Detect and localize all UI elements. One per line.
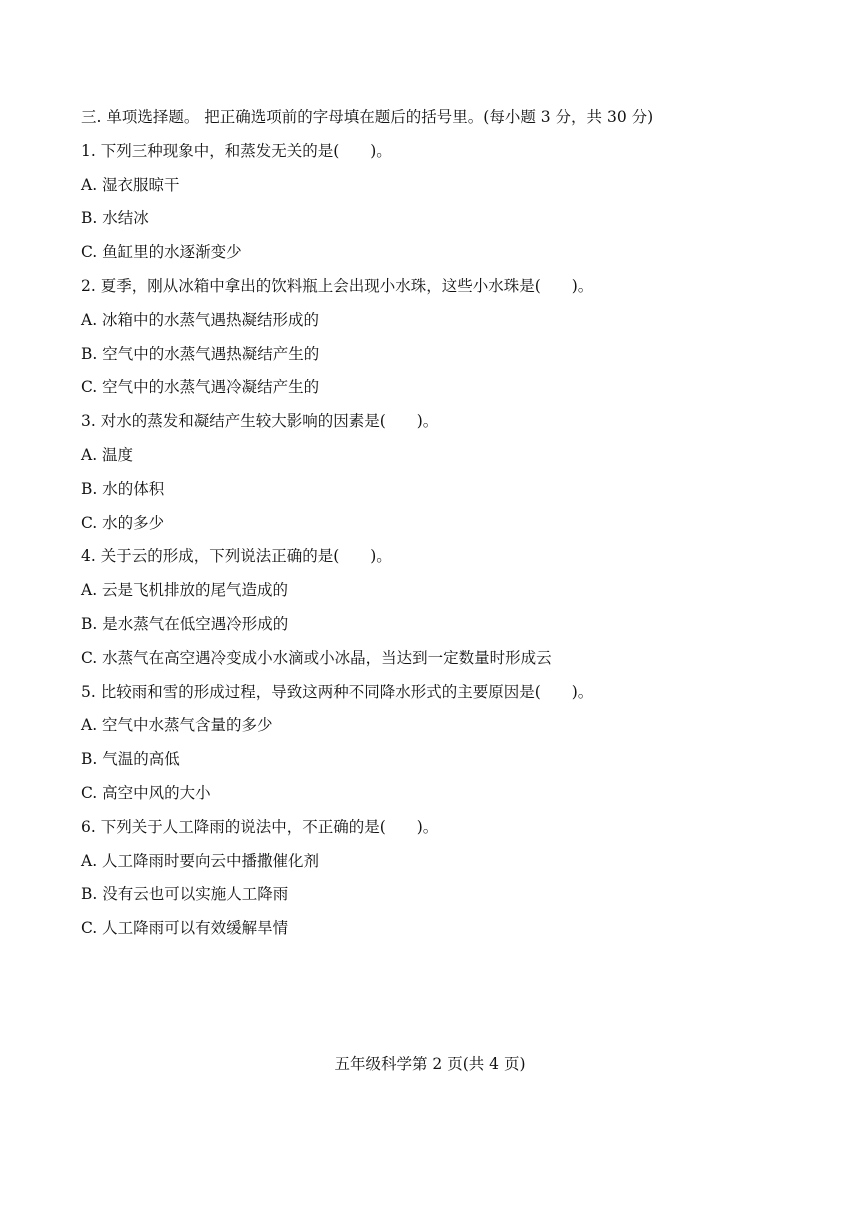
question-6	[81, 815, 781, 950]
question-stem: 5. 比较雨和雪的形成过程，导致这两种不同降水形式的主要原因是( )。	[81, 682, 594, 701]
option-b: B. 空气中的水蒸气遇热凝结产生的	[81, 344, 320, 363]
question-2	[81, 274, 781, 409]
question-stem: 4. 关于云的形成，下列说法正确的是( )。	[81, 547, 392, 566]
option-a: A. 冰箱中的水蒸气遇热凝结形成的	[81, 310, 320, 329]
option-b: B. 气温的高低	[81, 750, 180, 769]
option-c: C. 高空中风的大小	[81, 783, 211, 802]
question-stem: 6. 下列关于人工降雨的说法中，不正确的是( )。	[81, 817, 439, 836]
option-c: C. 水的多少	[81, 513, 165, 532]
option-c: C. 水蒸气在高空遇冷变成小水滴或小冰晶，当达到一定数量时形成云	[81, 648, 552, 667]
question-3	[81, 409, 781, 544]
question-5	[81, 680, 781, 815]
question-stem: 1. 下列三种现象中，和蒸发无关的是( )。	[81, 141, 392, 160]
option-c: C. 鱼缸里的水逐渐变少	[81, 243, 242, 262]
option-a: A. 人工降雨时要向云中播撒催化剂	[81, 851, 320, 870]
option-a: A. 空气中水蒸气含量的多少	[81, 716, 273, 735]
option-a: A. 湿衣服晾干	[81, 175, 180, 194]
page-footer: 五年级科学第 2 页(共 4 页)	[334, 1055, 526, 1073]
question-4	[81, 544, 781, 679]
option-b: B. 水的体积	[81, 479, 165, 498]
option-a: A. 温度	[81, 445, 134, 464]
question-1	[81, 139, 781, 274]
option-b: B. 是水蒸气在低空遇冷形成的	[81, 614, 289, 633]
section-heading: 三. 单项选择题。 把正确选项前的字母填在题后的括号里。(每小题 3 分，共 30 分)	[81, 108, 654, 126]
option-b: B. 没有云也可以实施人工降雨	[81, 885, 289, 904]
question-section	[81, 105, 781, 950]
question-stem: 3. 对水的蒸发和凝结产生较大影响的因素是( )。	[81, 412, 439, 431]
option-c: C. 空气中的水蒸气遇冷凝结产生的	[81, 378, 320, 397]
option-c: C. 人工降雨可以有效缓解旱情	[81, 919, 289, 938]
option-b: B. 水结冰	[81, 209, 149, 228]
question-stem: 2. 夏季，刚从冰箱中拿出的饮料瓶上会出现小水珠，这些小水珠是( )。	[81, 276, 594, 295]
option-a: A. 云是飞机排放的尾气造成的	[81, 581, 289, 600]
